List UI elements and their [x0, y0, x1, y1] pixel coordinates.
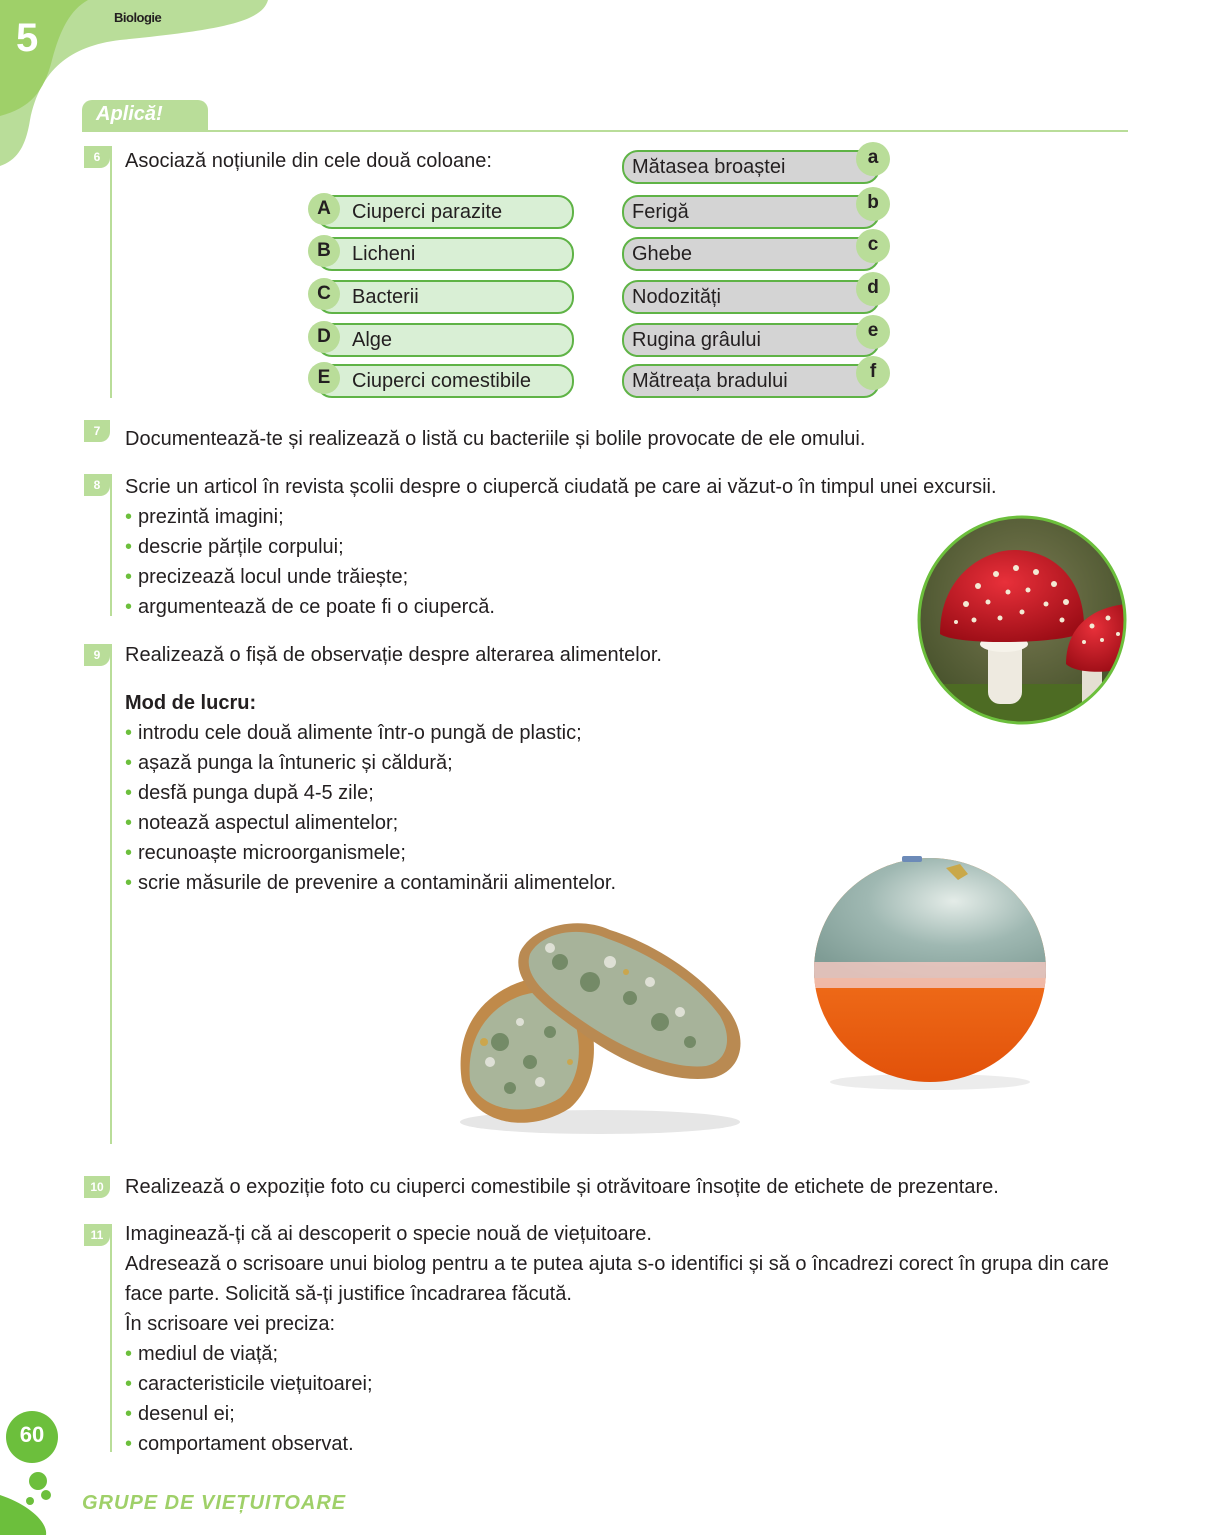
section-tab [82, 100, 208, 132]
right-option-c[interactable] [622, 234, 880, 271]
letter-badge: e [856, 315, 890, 349]
right-option-a[interactable] [622, 147, 880, 184]
right-option-d[interactable] [622, 277, 880, 314]
left-option-d[interactable] [316, 323, 574, 357]
q8-text: Scrie un articol în revista școlii despre o ciupercă ciudată pe care ai văzut-o în timpul unei excursii. [125, 476, 997, 498]
q9-bullet: • introdu cele două alimente într-o pungă de plastic; [125, 718, 582, 748]
moldy-bread-image [450, 912, 750, 1140]
q8-bullet: • prezintă imagini; [125, 502, 284, 532]
option-label: Nodozități [632, 286, 721, 308]
q11-number: 11 [84, 1224, 110, 1246]
left-option-c[interactable] [316, 280, 574, 314]
q7-text: Documentează-te și realizează o listă cu bacteriile și bolile provocate de ele omului. [125, 428, 866, 450]
q6-number: 6 [84, 146, 110, 168]
letter-badge: b [856, 187, 890, 221]
left-option-e[interactable] [316, 364, 574, 398]
q9-bullet: • așază punga la întuneric și căldură; [125, 748, 453, 778]
letter-badge: f [856, 356, 890, 390]
q8-rule [110, 474, 112, 616]
q9-bullet: • scrie măsurile de prevenire a contaminării alimentelor. [125, 868, 616, 898]
option-label: Ghebe [632, 243, 693, 265]
option-label: Alge [352, 329, 393, 351]
q11-bullet: • desenul ei; [125, 1399, 235, 1429]
q10-number: 10 [84, 1176, 110, 1198]
header-decoration [0, 0, 280, 170]
left-option-a[interactable] [316, 195, 574, 229]
q8-bullet: • precizează locul unde trăiește; [125, 562, 408, 592]
section-tab-label: Aplică! [96, 103, 163, 125]
q11-text-line: face parte. Solicită să-ți justifice încadrarea făcută. [125, 1283, 572, 1305]
option-label: Licheni [352, 243, 416, 265]
q7-number: 7 [84, 420, 110, 442]
letter-badge: A [308, 193, 340, 225]
option-label: Ferigă [632, 201, 689, 223]
letter-badge: B [308, 235, 340, 267]
q8-number: 8 [84, 474, 110, 496]
option-label: Bacterii [352, 286, 419, 308]
letter-badge: c [856, 229, 890, 263]
q10-text: Realizează o expoziție foto cu ciuperci comestibile și otrăvitoare însoțite de etichete de prezentare. [125, 1176, 999, 1198]
moldy-orange-image [806, 850, 1052, 1096]
q9-bullet: • notează aspectul alimentelor; [125, 808, 398, 838]
q11-bullet: • comportament observat. [125, 1429, 354, 1459]
letter-badge: a [856, 142, 890, 176]
q9-subheading: Mod de lucru: [125, 692, 257, 714]
right-option-f[interactable] [622, 361, 880, 398]
left-option-b[interactable] [316, 237, 574, 271]
q11-bullet: • caracteristicile viețuitoarei; [125, 1369, 373, 1399]
section-rule [82, 130, 1128, 132]
q11-text-line: Imaginează-ți că ai descoperit o specie nouă de viețuitoare. [125, 1223, 652, 1245]
mushroom-image [916, 514, 1128, 726]
q9-bullet: • desfă punga după 4-5 zile; [125, 778, 374, 808]
page-number: 60 [19, 1422, 45, 1447]
right-option-e[interactable] [622, 320, 880, 357]
q11-text-line: În scrisoare vei preciza: [125, 1313, 336, 1335]
q11-text-line: Adresează o scrisoare unui biolog pentru a te putea ajuta s-o identifici și să o încadrezi corect în grupa din care [125, 1253, 1109, 1275]
q9-bullet: • recunoaște microorganismele; [125, 838, 406, 868]
q9-rule [110, 644, 112, 1144]
option-label: Mătasea broaștei [632, 156, 786, 178]
option-label: Rugina grâului [632, 329, 761, 351]
letter-badge: C [308, 278, 340, 310]
q6-text: Asociază noțiunile din cele două coloane: [125, 150, 492, 172]
right-option-b[interactable] [622, 192, 880, 229]
q9-number: 9 [84, 644, 110, 666]
option-label: Mătreața bradului [632, 370, 788, 392]
q9-text: Realizează o fișă de observație despre alterarea alimentelor. [125, 644, 662, 666]
subject-label: Biologie [114, 10, 162, 25]
letter-badge: E [308, 362, 340, 394]
option-label: Ciuperci parazite [352, 201, 503, 223]
q11-bullet: • mediul de viață; [125, 1339, 278, 1369]
q6-rule [110, 146, 112, 398]
q8-bullet: • argumentează de ce poate fi o ciupercă. [125, 592, 495, 622]
chapter-title: GRUPE DE VIEȚUITOARE [82, 1492, 347, 1514]
letter-badge: d [856, 272, 890, 306]
q11-rule [110, 1224, 112, 1452]
letter-badge: D [308, 321, 340, 353]
chapter-number: 5 [16, 16, 39, 60]
q8-bullet: • descrie părțile corpului; [125, 532, 344, 562]
option-label: Ciuperci comestibile [352, 370, 531, 392]
